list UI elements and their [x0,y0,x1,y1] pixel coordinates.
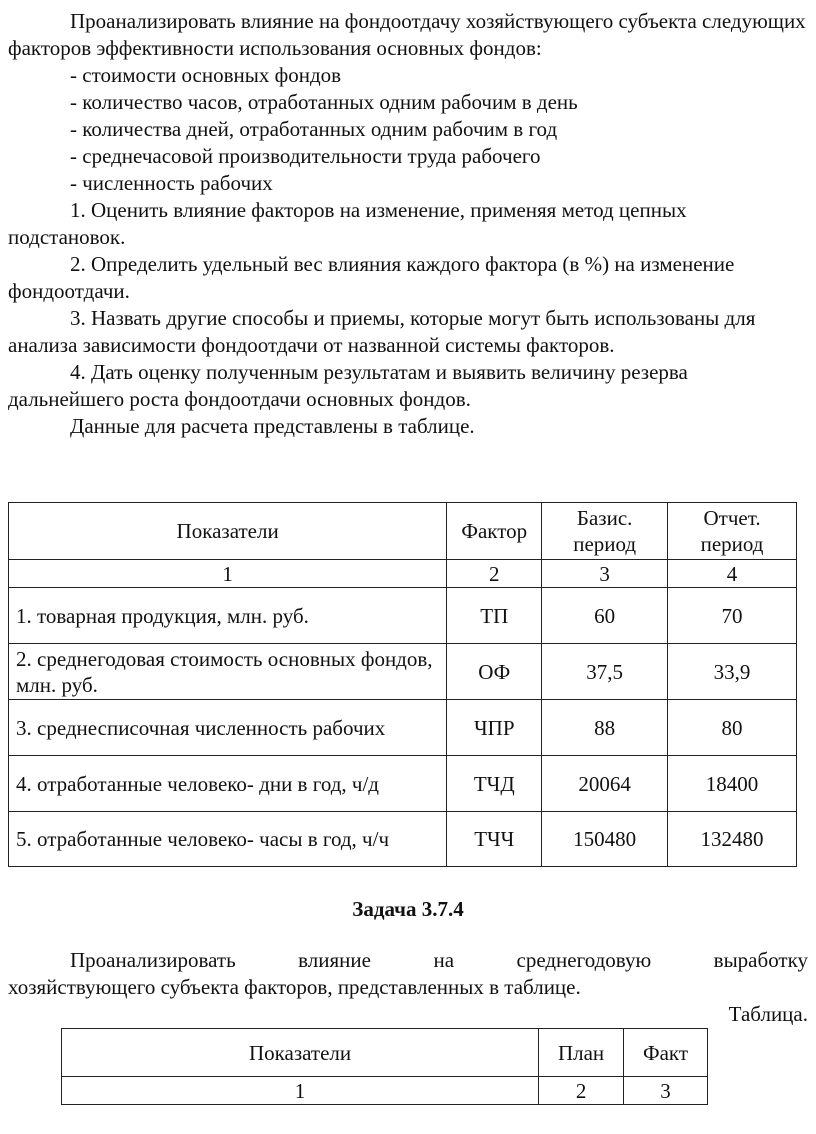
column-number: 2 [539,1077,624,1105]
task2-paragraph-line: хозяйствующего субъекта факторов, представленных в таблице. [8,975,581,999]
factor-list-item: - численность рабочих [70,171,273,195]
row-base-value: 88 [542,700,668,756]
column-number: 3 [542,560,668,588]
row-factor: ОФ [447,644,542,700]
row-report-value: 70 [668,588,797,644]
row-base-value: 20064 [542,756,668,812]
table-caption: Таблица. [728,1002,808,1026]
row-indicator: 3. среднесписочная численность рабочих [9,700,447,756]
factor-list-item: - количества дней, отработанных одним рабочим в год [70,117,558,141]
table-row [9,644,797,700]
column-number: 2 [447,560,542,588]
row-report-value: 18400 [668,756,797,812]
row-indicator: 5. отработанные человеко- часы в год, ч/ч [9,812,447,867]
column-number-row [62,1077,708,1105]
row-factor: ЧПР [447,700,542,756]
task2-text [8,947,808,1028]
row-factor: ТЧЧ [447,812,542,867]
row-indicator: 1. товарная продукция, млн. руб. [9,588,447,644]
row-report-value: 33,9 [668,644,797,700]
row-indicator: 4. отработанные человеко- дни в год, ч/д [9,756,447,812]
row-report-value: 80 [668,700,797,756]
column-number: 3 [624,1077,708,1105]
row-indicator: 2. среднегодовая стоимость основных фондов, млн. руб. [9,644,447,700]
row-base-value: 150480 [542,812,668,867]
table-row [9,588,797,644]
task-title: Задача 3.7.4 [352,897,464,921]
column-number-row [9,560,797,588]
table-row [9,756,797,812]
header-indicator: Показатели [62,1029,539,1077]
header-factor: Фактор [447,503,542,560]
row-base-value: 60 [542,588,668,644]
data-note: Данные для расчета представлены в таблице. [70,414,475,438]
header-report-period: Отчет. период [668,503,797,560]
task-item: 2. Определить удельный вес влияния каждого фактора (в %) на изменение фондоотдачи. [8,252,735,303]
intro-text [8,8,808,440]
column-number: 1 [62,1077,539,1105]
task-item: 4. Дать оценку полученным результатам и выявить величину резерва дальнейшего роста фондоотдачи основных фондов. [8,360,688,411]
header-fact: Факт [624,1029,708,1077]
row-factor: ТЧД [447,756,542,812]
column-number: 4 [668,560,797,588]
row-base-value: 37,5 [542,644,668,700]
table-row [9,812,797,867]
column-number: 1 [9,560,447,588]
header-base-period: Базис. период [542,503,668,560]
plan-fact-table [61,1028,708,1105]
intro-paragraph: Проанализировать влияние на фондоотдачу хозяйствующего субъекта следующих факторов эффективности использования основных фондов: [8,9,806,60]
factors-table [8,502,797,867]
table-header-row [9,503,797,560]
table-row [9,700,797,756]
row-report-value: 132480 [668,812,797,867]
factor-list-item: - среднечасовой производительности труда рабочего [70,144,541,168]
task2-paragraph-line: Проанализировать влияние на среднегодовую выработку [70,948,808,972]
header-indicator: Показатели [9,503,447,560]
header-plan: План [539,1029,624,1077]
factor-list-item: - количество часов, отработанных одним рабочим в день [70,90,578,114]
task-item: 3. Назвать другие способы и приемы, которые могут быть использованы для анализа зависимости фондоотдачи от названной системы факторов. [8,306,756,357]
task-item: 1. Оценить влияние факторов на изменение, применяя метод цепных подстановок. [8,198,687,249]
table-header-row [62,1029,708,1077]
row-factor: ТП [447,588,542,644]
factor-list-item: - стоимости основных фондов [70,63,342,87]
